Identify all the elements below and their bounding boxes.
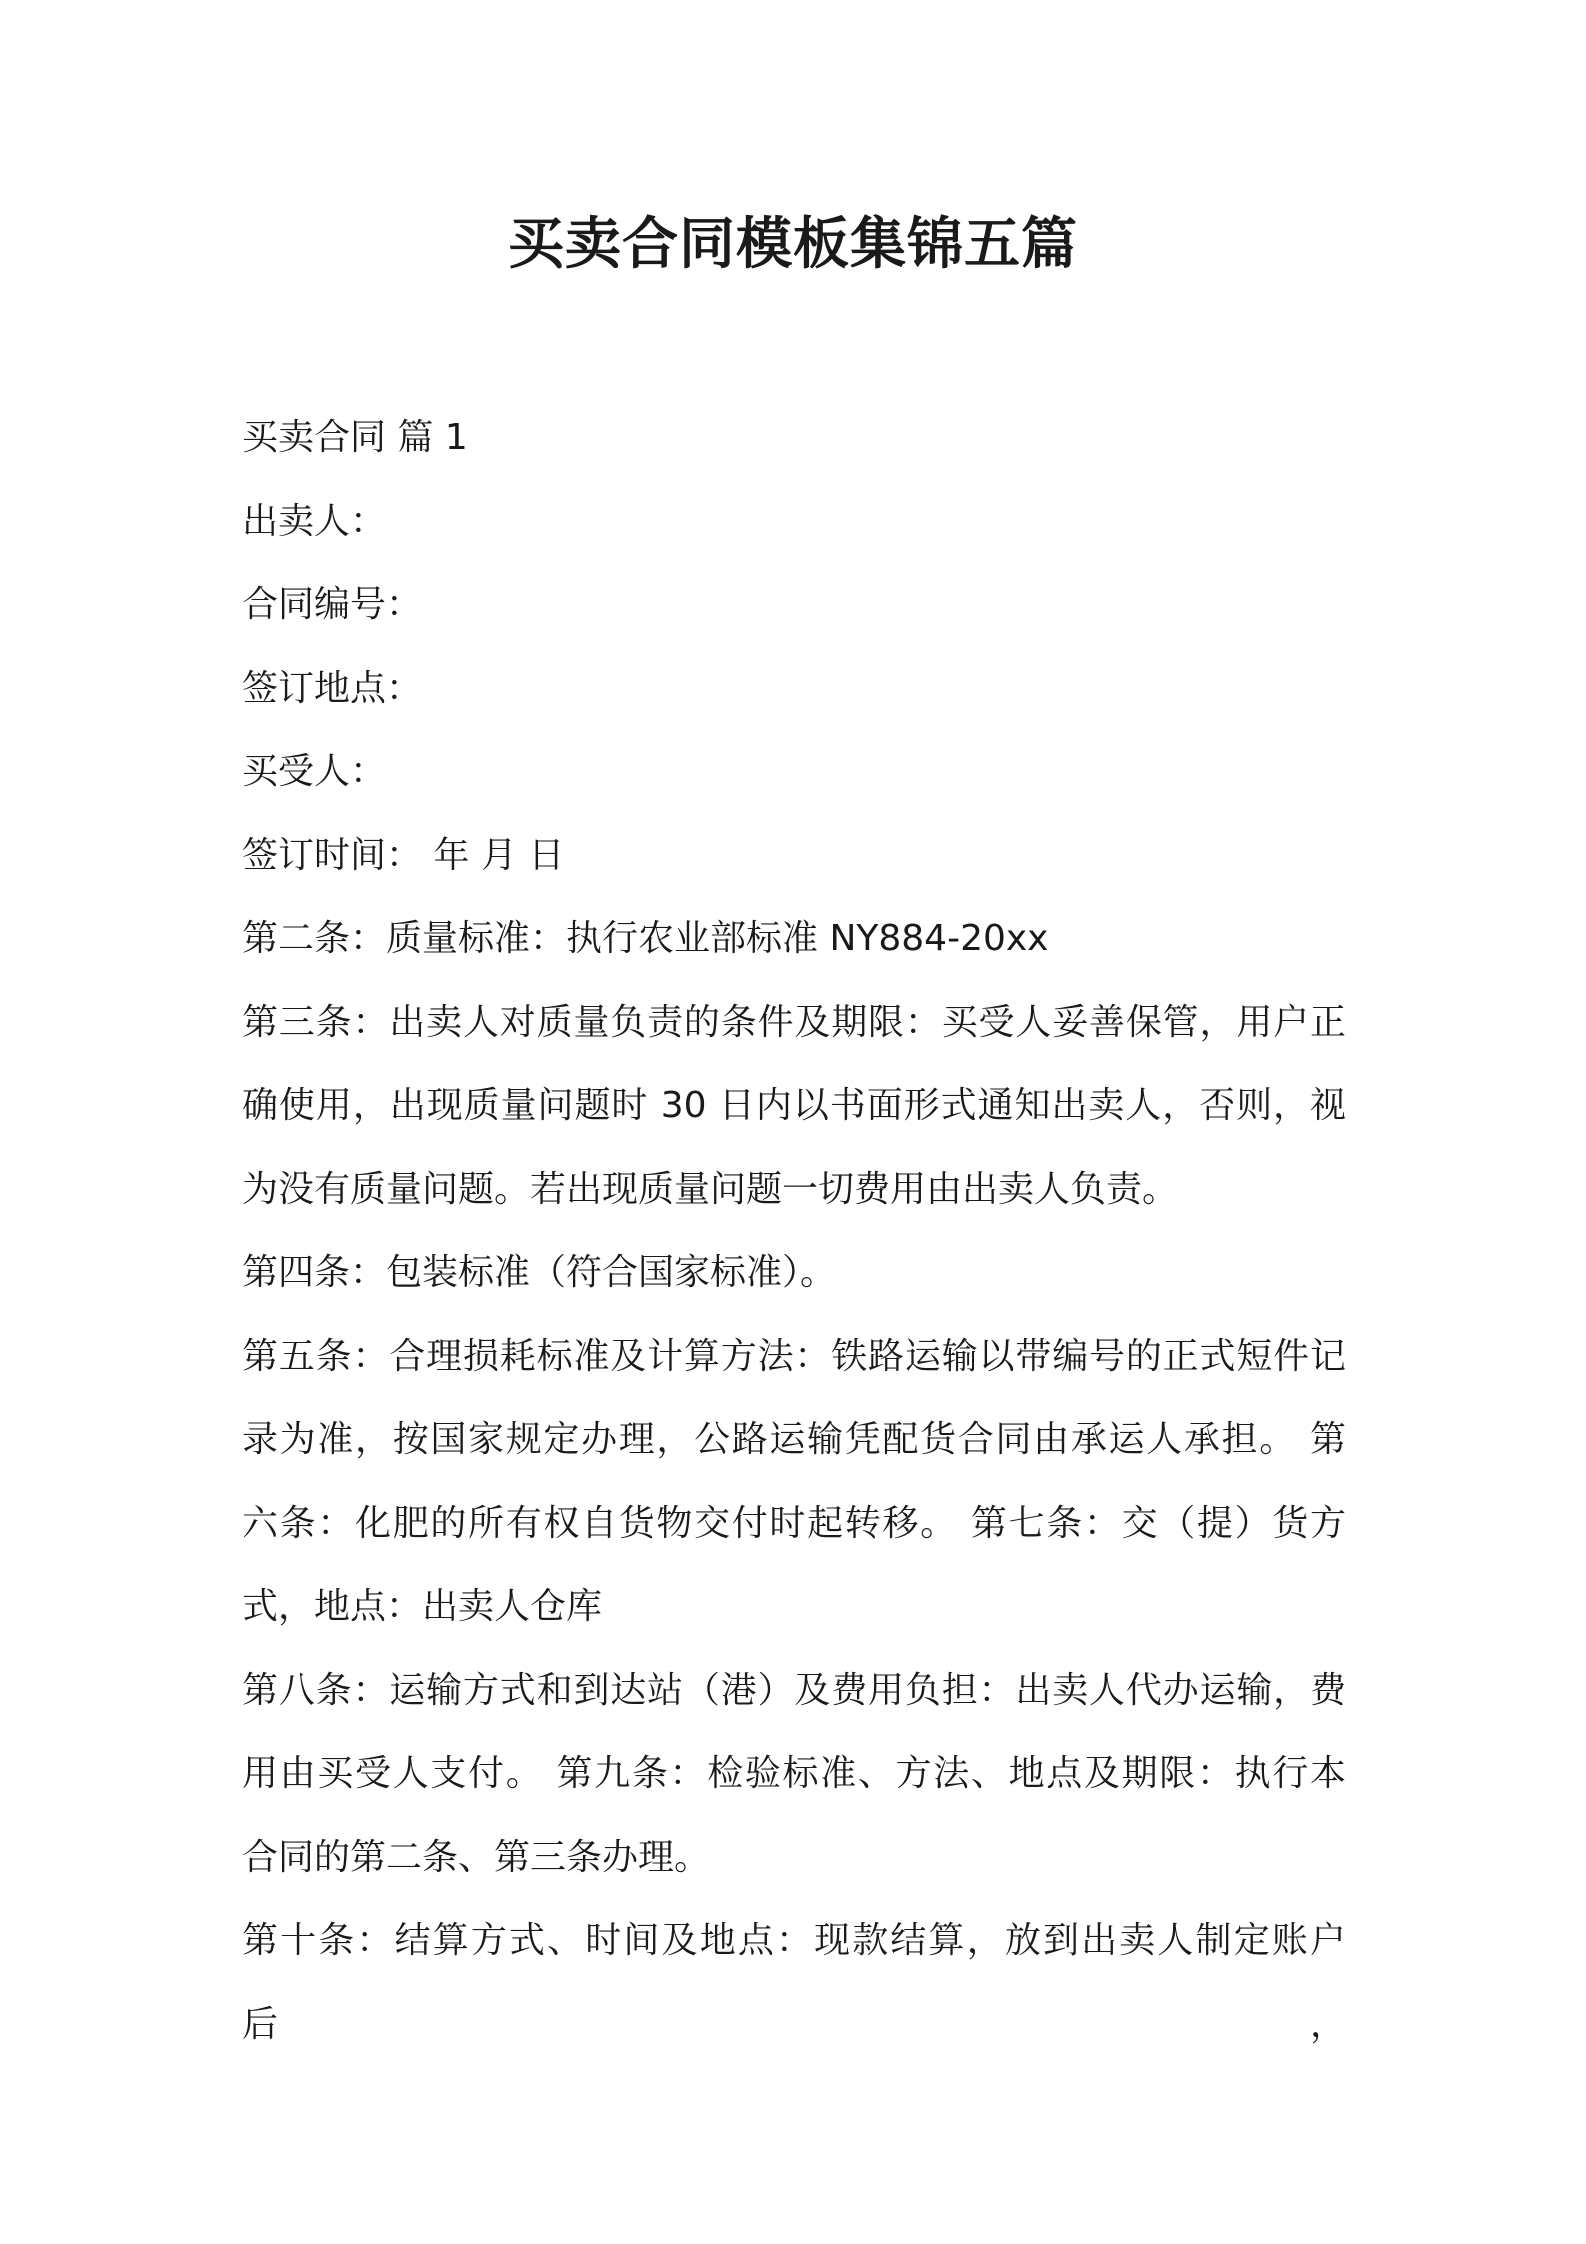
clause-line: 第八条：运输方式和到达站（港）及费用负担：出卖人代办运输，费 — [242, 1669, 1346, 1711]
clause-line: 合同的第二条、第三条办理。 — [242, 1836, 711, 1878]
field-signing-place: 签订地点： — [242, 667, 423, 709]
clause-line: 第二条：质量标准：执行农业部标准 NY884-20xx — [242, 918, 1049, 959]
clause-line: 式，地点：出卖人仓库 — [242, 1586, 603, 1627]
document-title: 买卖合同模板集锦五篇 — [508, 212, 1078, 277]
clause-line: 确使用，出现质量问题时 30 日内以书面形式通知出卖人，否则，视 — [242, 1085, 1346, 1126]
field-buyer: 买受人： — [242, 751, 387, 792]
document-body — [242, 396, 1346, 2045]
field-seller: 出卖人： — [242, 500, 387, 542]
clause-line: 用由买受人支付。 第九条：检验标准、方法、地点及期限：执行本 — [242, 1753, 1346, 1794]
clause-line: 第三条：出卖人对质量负责的条件及期限：买受人妥善保管，用户正 — [242, 1001, 1346, 1043]
field-contract-number: 合同编号： — [242, 584, 423, 625]
clause-line: 第十条：结算方式、时间及地点：现款结算，放到出卖人制定账户后， — [242, 1920, 1346, 2045]
clause-line: 第五条：合理损耗标准及计算方法：铁路运输以带编号的正式短件记 — [242, 1335, 1346, 1377]
clause-line: 第四条：包装标准（符合国家标准）。 — [242, 1252, 837, 1293]
field-signing-time: 签订时间： 年 月 日 — [242, 834, 565, 876]
clause-line: 为没有质量问题。若出现质量问题一切费用由出卖人负责。 — [242, 1168, 1179, 1210]
clause-line: 六条：化肥的所有权自货物交付时起转移。 第七条：交（提）货方 — [242, 1502, 1346, 1544]
section-heading: 买卖合同 篇 1 — [242, 417, 468, 458]
clause-line: 录为准，按国家规定办理，公路运输凭配货合同由承运人承担。 第 — [242, 1419, 1346, 1460]
